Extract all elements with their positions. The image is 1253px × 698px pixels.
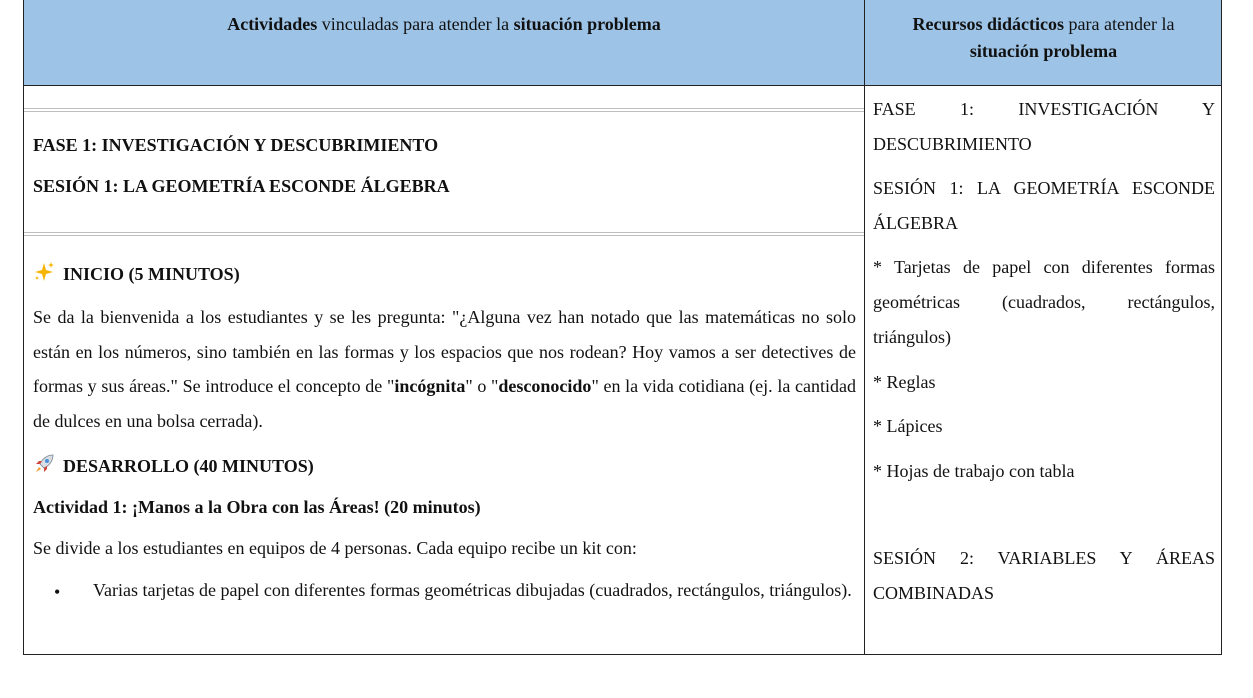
- header-activities-bold1: Actividades: [227, 14, 318, 34]
- column-divider: [864, 0, 865, 654]
- inicio-heading-text: INICIO (5 MINUTOS): [63, 264, 240, 284]
- header-resources-bold2: situación problema: [969, 41, 1118, 61]
- desarrollo-heading-text: DESARROLLO (40 MINUTOS): [63, 456, 314, 476]
- header-activities: [24, 0, 864, 86]
- inicio-heading: [33, 261, 856, 285]
- intro-bold-desconocido: desconocido: [498, 376, 592, 396]
- rocket-icon: [33, 453, 55, 475]
- thin-rule: [24, 235, 864, 236]
- activity-title: Actividad 1: ¡Manos a la Obra con las Áreas! (20 minutos): [33, 497, 481, 517]
- intro-paragraph: [33, 300, 856, 438]
- header-resources-text: para atender la: [1064, 14, 1175, 34]
- sparkles-icon: [33, 261, 55, 283]
- phase-title: FASE 1: INVESTIGACIÓN Y DESCUBRIMIENTO: [33, 135, 439, 155]
- header-activities-text: vinculadas para atender la: [317, 14, 514, 34]
- lesson-table: [23, 0, 1222, 655]
- header-activities-bold2: situación problema: [513, 14, 661, 34]
- intro-text-3: " en la vida cotidiana (ej. la cantidad de dulces en una bolsa cerrada).: [33, 376, 857, 431]
- intro-text-2: " o ": [465, 376, 499, 396]
- resources-phase: FASE 1: INVESTIGACIÓN Y DESCUBRIMIENTO: [873, 99, 1215, 154]
- intro-bold-incognita: incógnita: [394, 376, 466, 396]
- resources-item-rulers: * Reglas: [873, 372, 936, 392]
- resources-session1: SESIÓN 1: LA GEOMETRÍA ESCONDE ÁLGEBRA: [873, 178, 1215, 233]
- thin-rule: [24, 108, 864, 109]
- session-title: SESIÓN 1: LA GEOMETRÍA ESCONDE ÁLGEBRA: [33, 176, 450, 196]
- activity-paragraph: Se divide a los estudiantes en equipos de 4 personas. Cada equipo recibe un kit con:: [33, 538, 637, 558]
- thin-rule: [24, 232, 864, 233]
- desarrollo-heading: [33, 453, 856, 477]
- resources-item-worksheets: * Hojas de trabajo con tabla: [873, 461, 1075, 481]
- bullet-dot: •: [54, 582, 61, 602]
- resources-session2: SESIÓN 2: VARIABLES Y ÁREAS COMBINADAS: [873, 548, 1215, 603]
- resources-item-cards: * Tarjetas de papel con diferentes formas geométricas (cuadrados, rectángulos, triángulos): [873, 257, 1215, 347]
- resources-item-pencils: * Lápices: [873, 416, 943, 436]
- thin-rule: [24, 111, 864, 112]
- header-resources: [865, 0, 1222, 86]
- intro-text-1: Se da la bienvenida a los estudiantes y se les pregunta: "¿Alguna vez han notado que las matemáticas no solo están en los números, sino también en las formas y los espacios que nos rodean? Hoy vamos a ser detectives de formas y sus áreas." Se introduce el concepto de ": [33, 307, 856, 396]
- header-resources-bold1: Recursos didácticos: [912, 14, 1065, 34]
- bullet-item-1: Varias tarjetas de papel con diferentes formas geométricas dibujadas (cuadrados, rectángulos, triángulos).: [93, 580, 852, 600]
